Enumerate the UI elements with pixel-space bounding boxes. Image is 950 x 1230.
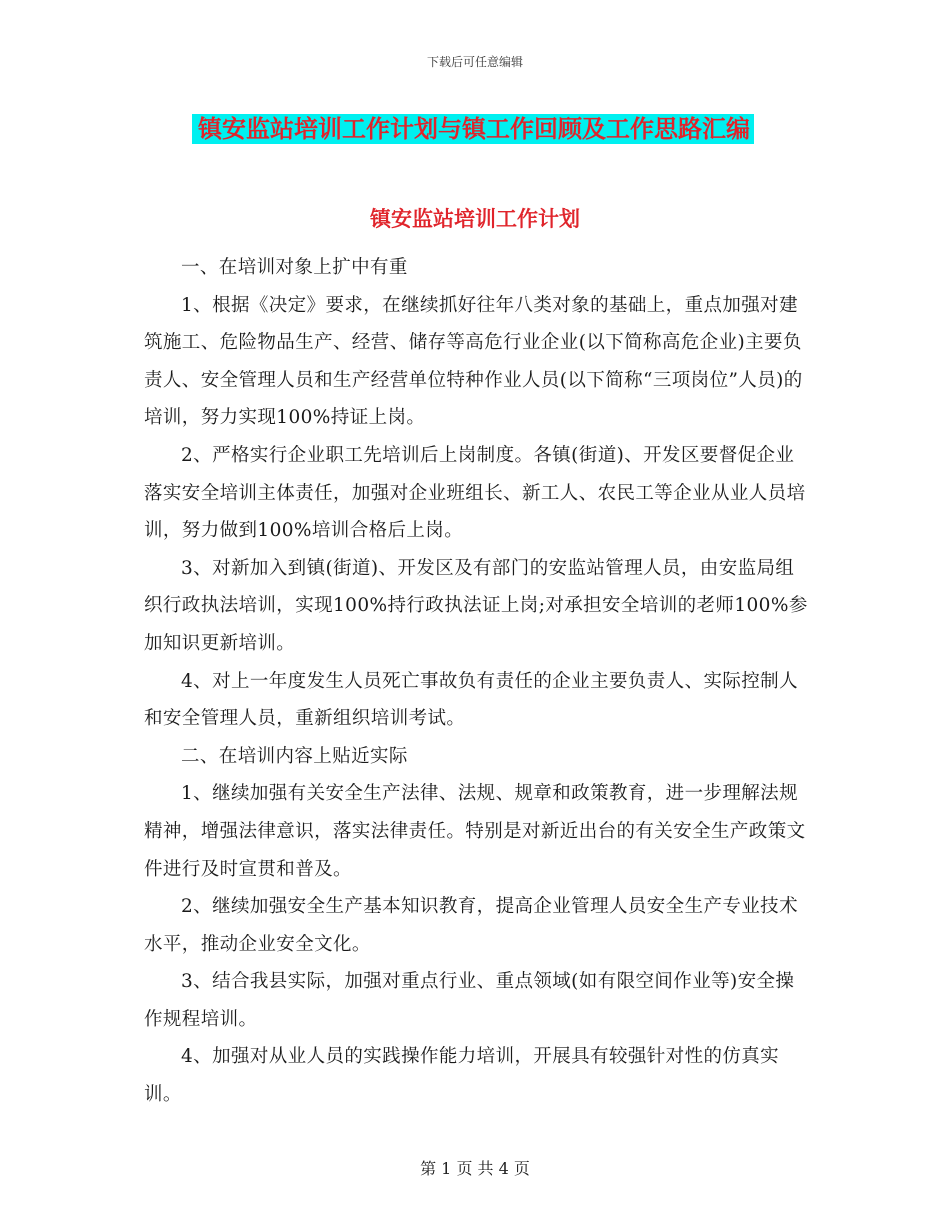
heading-training-content: 二、在培训内容上贴近实际	[181, 745, 408, 767]
document-main-title: 镇安监站培训工作计划与镇工作回顾及工作思路汇编	[192, 114, 754, 144]
paragraph-item: 4、加强对从业人员的实践操作能力培训，开展具有较强针对性的仿真实训。	[144, 1046, 780, 1106]
paragraph-item: 2、继续加强安全生产基本知识教育，提高企业管理人员安全生产专业技术水平，推动企业安全文化。	[144, 896, 798, 955]
heading-training-targets: 一、在培训对象上扩中有重	[181, 257, 408, 278]
paragraph-item: 1、继续加强有关安全生产法律、法规、规章和政策教育，进一步理解法规精神，增强法律意识，落实法律责任。特别是对新近出台的有关安全生产政策文件进行及时宣贯和普及。	[144, 783, 806, 880]
document-body	[144, 249, 812, 1114]
section-title: 镇安监站培训工作计划	[370, 206, 580, 231]
header-note: 下载后可任意编辑	[426, 55, 523, 69]
paragraph-item: 2、严格实行企业职工先培训后上岗制度。各镇(街道)、开发区要督促企业落实安全培训主体责任，加强对企业班组长、新工人、农民工等企业从业人员培训，努力做到100%培训合格后上岗。	[144, 444, 806, 542]
page-number-footer: 第 1 页 共 4 页	[420, 1159, 530, 1178]
paragraph-item: 3、结合我县实际，加强对重点行业、重点领域(如有限空间作业等)安全操作规程培训。	[144, 971, 795, 1030]
paragraph-item: 4、对上一年度发生人员死亡事故负有责任的企业主要负责人、实际控制人和安全管理人员，重新组织培训考试。	[144, 670, 798, 730]
paragraph-item: 1、根据《决定》要求，在继续抓好往年八类对象的基础上，重点加强对建筑施工、危险物品生产、经营、储存等高危行业企业(以下简称高危企业)主要负责人、安全管理人员和生产经营单位特种作业人员(以下简称“三项岗位”人员)的培训，努力实现100%持证上岗。	[144, 294, 803, 429]
paragraph-item: 3、对新加入到镇(街道)、开发区及有部门的安监站管理人员，由安监局组织行政执法培训，实现100%持行政执法证上岗;对承担安全培训的老师100%参加知识更新培训。	[144, 557, 808, 654]
